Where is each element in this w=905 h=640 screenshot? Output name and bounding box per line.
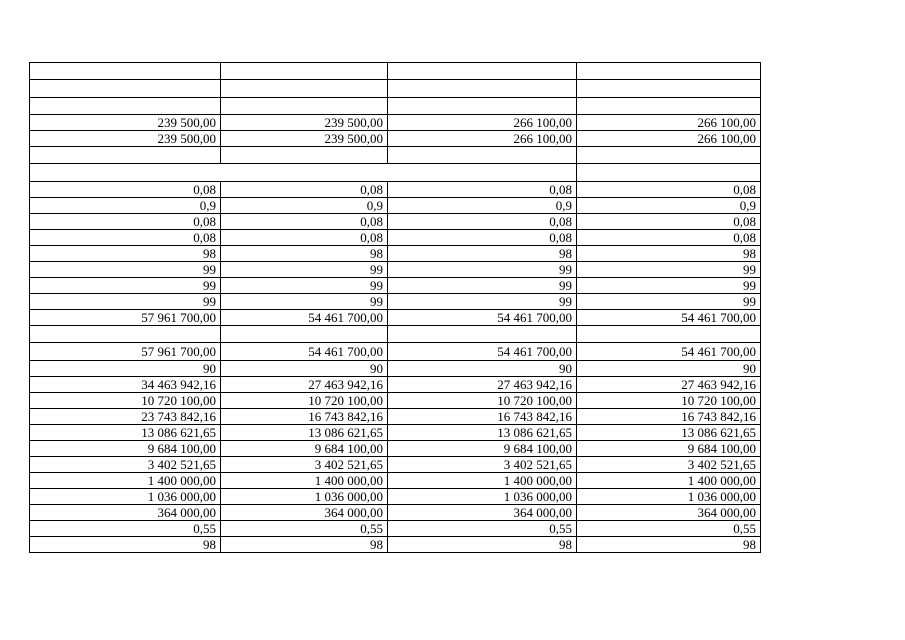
table-cell: 99 xyxy=(221,262,388,278)
table-cell: 0,9 xyxy=(221,198,388,214)
table-cell: 16 743 842,16 xyxy=(388,409,577,425)
table-cell xyxy=(577,147,761,164)
table-row xyxy=(30,131,761,147)
table-cell: 27 463 942,16 xyxy=(388,377,577,393)
table-row xyxy=(30,441,761,457)
table-cell: 98 xyxy=(30,246,221,262)
table-cell: 0,08 xyxy=(221,230,388,246)
table-row xyxy=(30,182,761,198)
table-cell xyxy=(577,80,761,98)
table-row xyxy=(30,198,761,214)
table-cell: 0,9 xyxy=(30,198,221,214)
table-cell: 10 720 100,00 xyxy=(577,393,761,409)
table-cell: 90 xyxy=(577,361,761,377)
table-cell: 3 402 521,65 xyxy=(221,457,388,473)
table-cell: 98 xyxy=(388,537,577,553)
table-cell xyxy=(388,80,577,98)
table-cell: 99 xyxy=(577,294,761,310)
table-row xyxy=(30,294,761,310)
table-cell: 1 400 000,00 xyxy=(577,473,761,489)
table-row xyxy=(30,262,761,278)
table-cell: 0,08 xyxy=(30,214,221,230)
table-row xyxy=(30,326,761,343)
table-cell: 0,08 xyxy=(388,230,577,246)
table-cell: 239 500,00 xyxy=(221,131,388,147)
table-row xyxy=(30,537,761,553)
table-cell xyxy=(388,63,577,80)
table-cell: 0,08 xyxy=(30,182,221,198)
table-cell xyxy=(30,326,221,343)
table-cell: 0,9 xyxy=(388,198,577,214)
table-row xyxy=(30,80,761,98)
table-cell: 99 xyxy=(388,294,577,310)
table-cell xyxy=(388,98,577,115)
table-cell xyxy=(30,63,221,80)
table-cell: 3 402 521,65 xyxy=(388,457,577,473)
table-cell: 99 xyxy=(388,262,577,278)
table-cell: 90 xyxy=(30,361,221,377)
table-cell: 54 461 700,00 xyxy=(221,310,388,326)
table-cell: 9 684 100,00 xyxy=(388,441,577,457)
table-cell xyxy=(221,98,388,115)
table-cell xyxy=(388,147,577,164)
table-cell: 0,55 xyxy=(388,521,577,537)
table-row xyxy=(30,361,761,377)
table-cell: 266 100,00 xyxy=(577,131,761,147)
table-cell: 0,55 xyxy=(577,521,761,537)
table-row xyxy=(30,147,761,164)
table-cell: 99 xyxy=(30,278,221,294)
table-row xyxy=(30,505,761,521)
table-cell: 90 xyxy=(388,361,577,377)
table-row xyxy=(30,310,761,326)
table-cell: 1 400 000,00 xyxy=(388,473,577,489)
table-cell: 54 461 700,00 xyxy=(577,343,761,361)
table-cell: 16 743 842,16 xyxy=(221,409,388,425)
table-cell: 1 036 000,00 xyxy=(577,489,761,505)
table-cell: 0,08 xyxy=(577,230,761,246)
table-cell: 239 500,00 xyxy=(30,131,221,147)
table-cell: 98 xyxy=(577,537,761,553)
table-cell xyxy=(577,326,761,343)
table-cell: 57 961 700,00 xyxy=(30,310,221,326)
table-cell: 1 036 000,00 xyxy=(221,489,388,505)
table-cell: 266 100,00 xyxy=(388,115,577,131)
table-cell: 1 400 000,00 xyxy=(221,473,388,489)
table-cell: 98 xyxy=(577,246,761,262)
table-row xyxy=(30,393,761,409)
table-row xyxy=(30,457,761,473)
table-cell: 99 xyxy=(221,294,388,310)
table-cell: 90 xyxy=(221,361,388,377)
table-cell xyxy=(221,80,388,98)
table-row xyxy=(30,489,761,505)
table-cell: 266 100,00 xyxy=(388,131,577,147)
table-row xyxy=(30,377,761,393)
table-cell: 99 xyxy=(30,294,221,310)
table-cell: 0,08 xyxy=(577,214,761,230)
table-cell: 10 720 100,00 xyxy=(221,393,388,409)
table-cell: 54 461 700,00 xyxy=(221,343,388,361)
table-row xyxy=(30,409,761,425)
table-cell: 1 036 000,00 xyxy=(388,489,577,505)
table-cell: 16 743 842,16 xyxy=(577,409,761,425)
table-cell: 1 400 000,00 xyxy=(30,473,221,489)
table-row xyxy=(30,246,761,262)
table-cell: 27 463 942,16 xyxy=(221,377,388,393)
table-cell: 98 xyxy=(221,537,388,553)
table-cell: 13 086 621,65 xyxy=(577,425,761,441)
table-cell: 99 xyxy=(577,278,761,294)
spreadsheet-table xyxy=(29,62,761,553)
table-cell: 9 684 100,00 xyxy=(577,441,761,457)
table-cell: 0,9 xyxy=(577,198,761,214)
table-cell: 239 500,00 xyxy=(221,115,388,131)
table-row xyxy=(30,278,761,294)
table-cell xyxy=(577,98,761,115)
table-cell: 13 086 621,65 xyxy=(221,425,388,441)
table-row xyxy=(30,214,761,230)
table-row xyxy=(30,343,761,361)
table-cell: 98 xyxy=(388,246,577,262)
table-cell: 364 000,00 xyxy=(577,505,761,521)
table-cell xyxy=(221,326,388,343)
table-cell: 99 xyxy=(221,278,388,294)
table-cell: 0,55 xyxy=(221,521,388,537)
table-cell xyxy=(30,147,221,164)
table-cell: 54 461 700,00 xyxy=(388,343,577,361)
table-cell xyxy=(221,147,388,164)
table-cell: 3 402 521,65 xyxy=(577,457,761,473)
table-cell: 0,08 xyxy=(577,182,761,198)
table-cell xyxy=(577,63,761,80)
table-cell: 0,08 xyxy=(30,230,221,246)
table-row xyxy=(30,98,761,115)
table-cell xyxy=(221,63,388,80)
table-row xyxy=(30,521,761,537)
table-cell: 98 xyxy=(30,537,221,553)
table-cell: 99 xyxy=(577,262,761,278)
table-cell: 99 xyxy=(388,278,577,294)
table-cell: 9 684 100,00 xyxy=(221,441,388,457)
table-cell: 54 461 700,00 xyxy=(388,310,577,326)
table-cell: 0,08 xyxy=(388,182,577,198)
table-cell xyxy=(30,98,221,115)
table-cell: 266 100,00 xyxy=(577,115,761,131)
table-row xyxy=(30,63,761,80)
table-cell xyxy=(388,326,577,343)
table-cell: 364 000,00 xyxy=(388,505,577,521)
table-row xyxy=(30,115,761,131)
table-cell-merged xyxy=(30,164,577,182)
table-row xyxy=(30,425,761,441)
table-cell: 239 500,00 xyxy=(30,115,221,131)
table-cell: 0,08 xyxy=(221,182,388,198)
table-cell xyxy=(30,80,221,98)
table-row xyxy=(30,164,761,182)
table-cell: 9 684 100,00 xyxy=(30,441,221,457)
table-cell: 10 720 100,00 xyxy=(30,393,221,409)
table-cell: 1 036 000,00 xyxy=(30,489,221,505)
table-cell: 23 743 842,16 xyxy=(30,409,221,425)
table-cell: 0,55 xyxy=(30,521,221,537)
table-cell: 364 000,00 xyxy=(221,505,388,521)
table-cell: 3 402 521,65 xyxy=(30,457,221,473)
table-cell: 57 961 700,00 xyxy=(30,343,221,361)
table-cell: 0,08 xyxy=(221,214,388,230)
table-cell: 0,08 xyxy=(388,214,577,230)
table-cell: 99 xyxy=(30,262,221,278)
table-cell: 13 086 621,65 xyxy=(30,425,221,441)
table-cell xyxy=(577,164,761,182)
table-cell: 364 000,00 xyxy=(30,505,221,521)
table-cell: 27 463 942,16 xyxy=(577,377,761,393)
table-row xyxy=(30,473,761,489)
table-cell: 54 461 700,00 xyxy=(577,310,761,326)
table-cell: 10 720 100,00 xyxy=(388,393,577,409)
table-cell: 98 xyxy=(221,246,388,262)
table-cell: 13 086 621,65 xyxy=(388,425,577,441)
table-row xyxy=(30,230,761,246)
table-cell: 34 463 942,16 xyxy=(30,377,221,393)
